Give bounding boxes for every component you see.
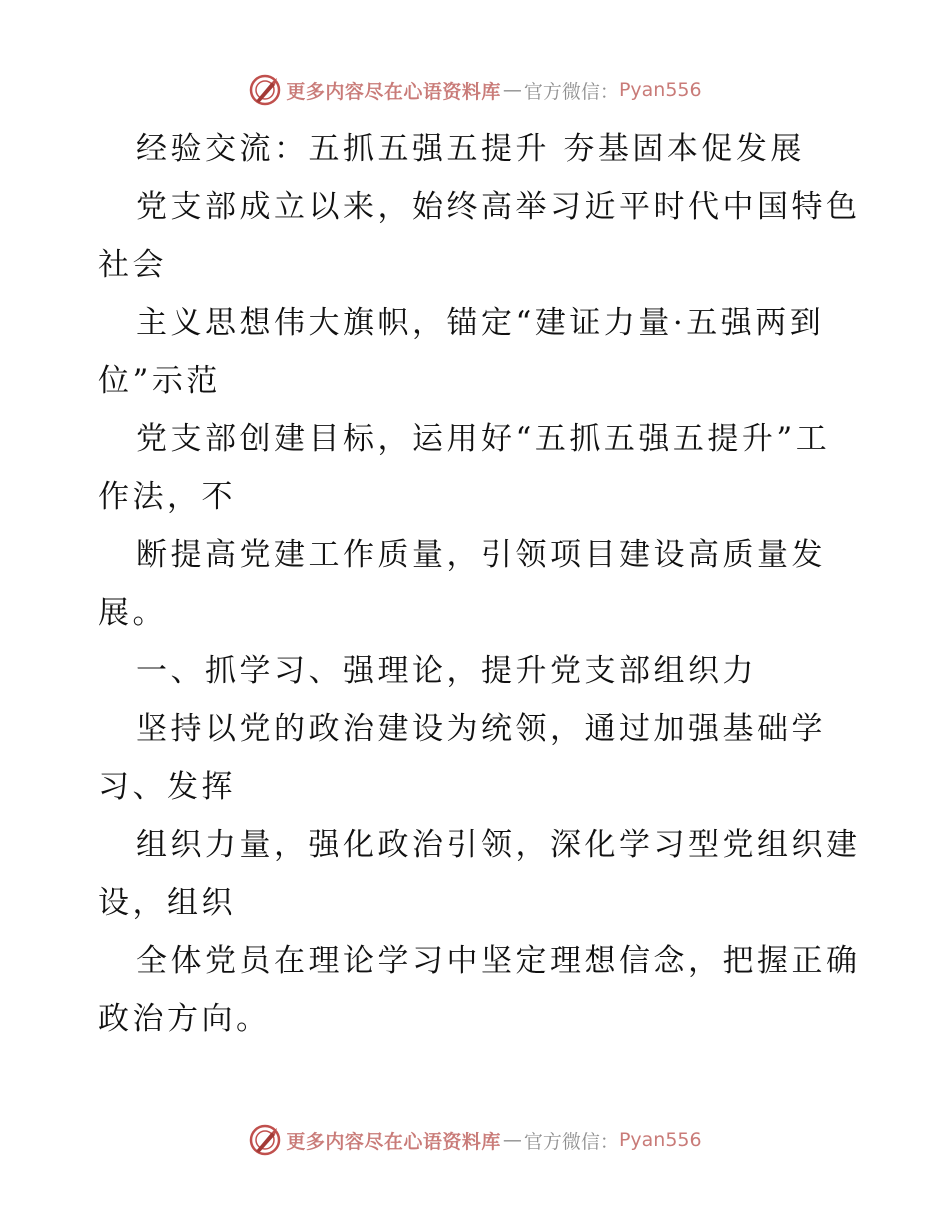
paragraph-line: 党支部创建目标，运用好“五抓五强五提升”工 bbox=[136, 421, 831, 457]
paragraph-line: 断提高党建工作质量，引领项目建设高质量发 bbox=[136, 537, 826, 573]
paragraph-line: 坚持以党的政治建设为统领，通过加强基础学 bbox=[136, 711, 826, 747]
section-heading: 一、抓学习、强理论，提升党支部组织力 bbox=[136, 653, 757, 689]
footer-watermark bbox=[0, 1120, 950, 1160]
watermark-site-name: 更多内容尽在心语资料库 bbox=[286, 1130, 501, 1153]
paragraph-line: 全体党员在理论学习中坚定理想信念，把握正确 bbox=[136, 943, 861, 979]
quill-pen-logo-icon bbox=[248, 73, 282, 107]
paragraph-line: 社会 bbox=[98, 247, 167, 283]
paragraph-line: 习、发挥 bbox=[98, 769, 236, 805]
paragraph-line: 设，组织 bbox=[98, 885, 236, 921]
quill-pen-logo-icon bbox=[248, 1123, 282, 1157]
paragraph-line: 政治方向。 bbox=[98, 1001, 271, 1037]
paragraph-line: 展。 bbox=[98, 595, 167, 631]
watermark-wechat-id: Pyan556 bbox=[618, 79, 702, 101]
watermark-wechat-id: Pyan556 bbox=[618, 1129, 702, 1151]
paragraph-line: 组织力量，强化政治引领，深化学习型党组织建 bbox=[136, 827, 861, 863]
watermark-separator: — bbox=[502, 1129, 522, 1151]
watermark-wechat-label: 官方微信： bbox=[523, 80, 619, 103]
paragraph-line: 党支部成立以来，始终高举习近平时代中国特色 bbox=[136, 189, 861, 225]
header-watermark bbox=[0, 70, 950, 110]
paragraph-line: 作法，不 bbox=[98, 479, 236, 515]
document-title: 经验交流：五抓五强五提升 夯基固本促发展 bbox=[136, 131, 805, 167]
paragraph-line: 主义思想伟大旗帜，锚定“建证力量·五强两到 bbox=[136, 305, 825, 341]
paragraph-line: 位”示范 bbox=[98, 363, 221, 399]
watermark-separator: — bbox=[502, 79, 522, 101]
watermark-site-name: 更多内容尽在心语资料库 bbox=[286, 80, 501, 103]
document-body bbox=[98, 120, 861, 1048]
watermark-wechat-label: 官方微信： bbox=[523, 1130, 619, 1153]
